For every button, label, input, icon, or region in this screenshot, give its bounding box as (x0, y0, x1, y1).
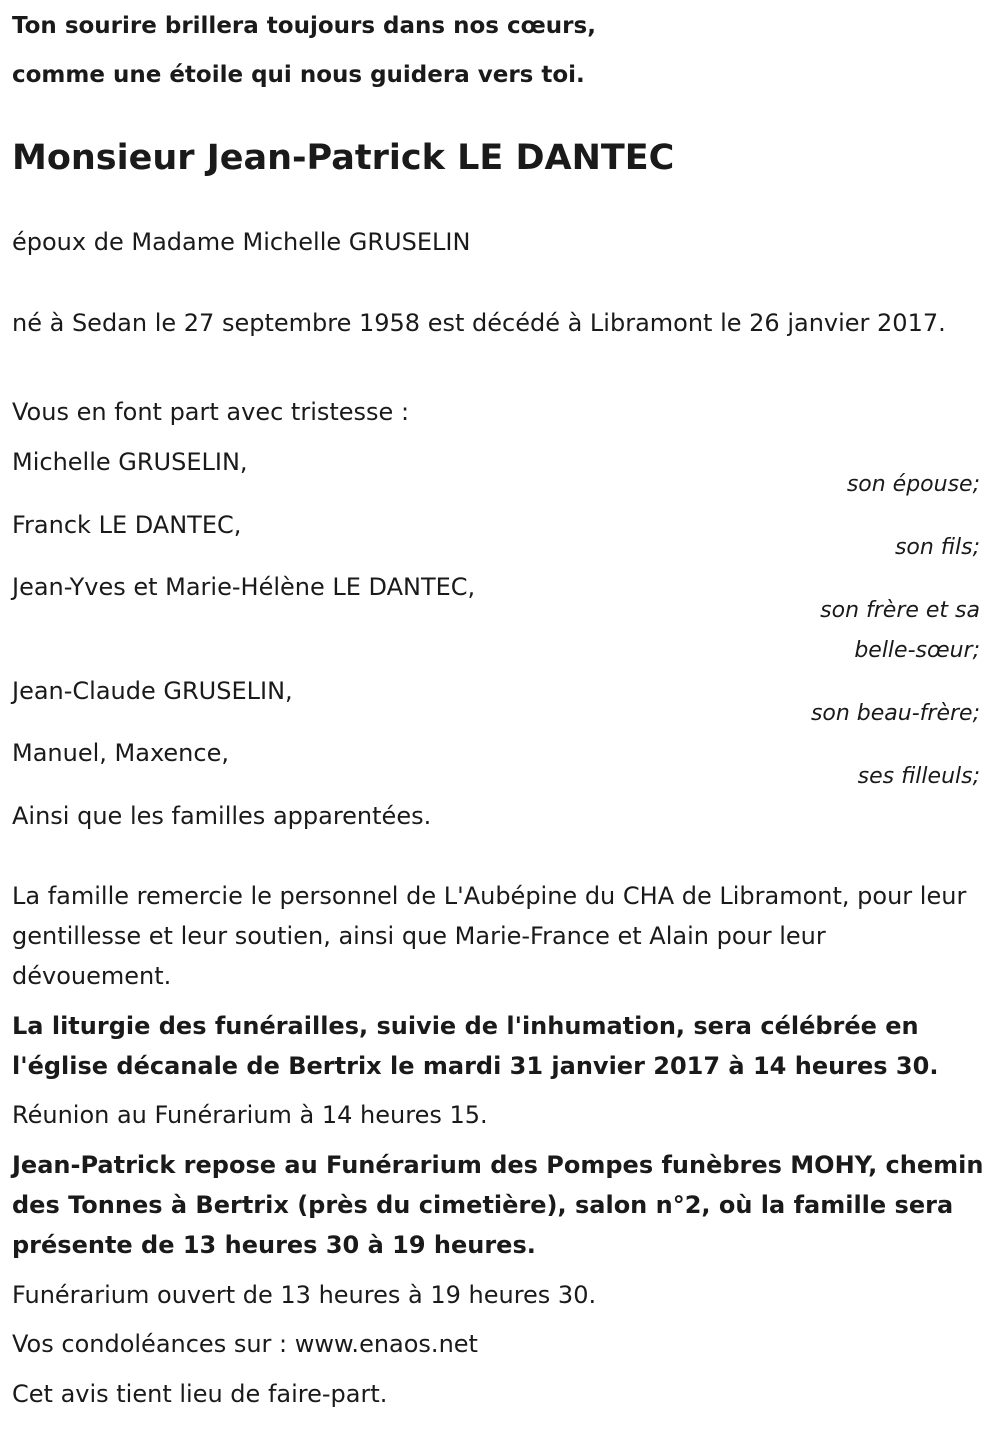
funeral-paragraph: La liturgie des funérailles, suivie de l'inhumation, sera célébrée en l'église décanale de Bertrix le mardi 31 janvier 2017 à 14 heures 30. (12, 1012, 939, 1080)
family-member-name: Jean-Yves et Marie-Hélène LE DANTEC, (12, 573, 476, 601)
epigraph-line-1: Ton sourire brillera toujours dans nos cœurs, (12, 13, 596, 39)
family-member-name: Jean-Claude GRUSELIN, (12, 677, 293, 705)
birth-death-line: né à Sedan le 27 septembre 1958 est décédé à Libramont le 26 janvier 2017. (12, 309, 946, 337)
extended-family-line: Ainsi que les familles apparentées. (12, 802, 432, 830)
rest-paragraph: Jean-Patrick repose au Funérarium des Pompes funèbres MOHY, chemin des Tonnes à Bertrix (près du cimetière), salon n°2, où la famille sera présente de 13 heures 30 à 19 heures. (12, 1151, 984, 1259)
family-member-name: Michelle GRUSELIN, (12, 448, 248, 476)
family-member-role: son beau-frère; (810, 701, 980, 726)
family-member-role: son frère et sa belle-sœur; (820, 598, 980, 663)
family-member-name: Manuel, Maxence, (12, 739, 229, 767)
epigraph-line-2: comme une étoile qui nous guidera vers toi. (12, 62, 585, 88)
deceased-name: Monsieur Jean-Patrick LE DANTEC (12, 138, 675, 178)
spouse-line: époux de Madame Michelle GRUSELIN (12, 228, 471, 256)
thanks-paragraph: La famille remercie le personnel de L'Aubépine du CHA de Libramont, pour leur gentillesse et leur soutien, ainsi que Marie-France et Alain pour leur dévouement. (12, 882, 967, 990)
obituary-page (12, 0, 990, 1408)
family-member-role: ses filleuls; (857, 764, 980, 789)
epigraph (12, 0, 990, 100)
meeting-line: Réunion au Funérarium à 14 heures 15. (12, 1101, 488, 1129)
family-member-name: Franck LE DANTEC, (12, 511, 242, 539)
notice-line: Cet avis tient lieu de faire-part. (12, 1380, 388, 1408)
announcement-intro: Vous en font part avec tristesse : (12, 398, 410, 426)
opening-hours-line: Funérarium ouvert de 13 heures à 19 heures 30. (12, 1281, 597, 1309)
condolences-line: Vos condoléances sur : www.enaos.net (12, 1330, 478, 1358)
family-member-role: son fils; (894, 535, 980, 560)
family-member-role: son épouse; (846, 472, 980, 497)
